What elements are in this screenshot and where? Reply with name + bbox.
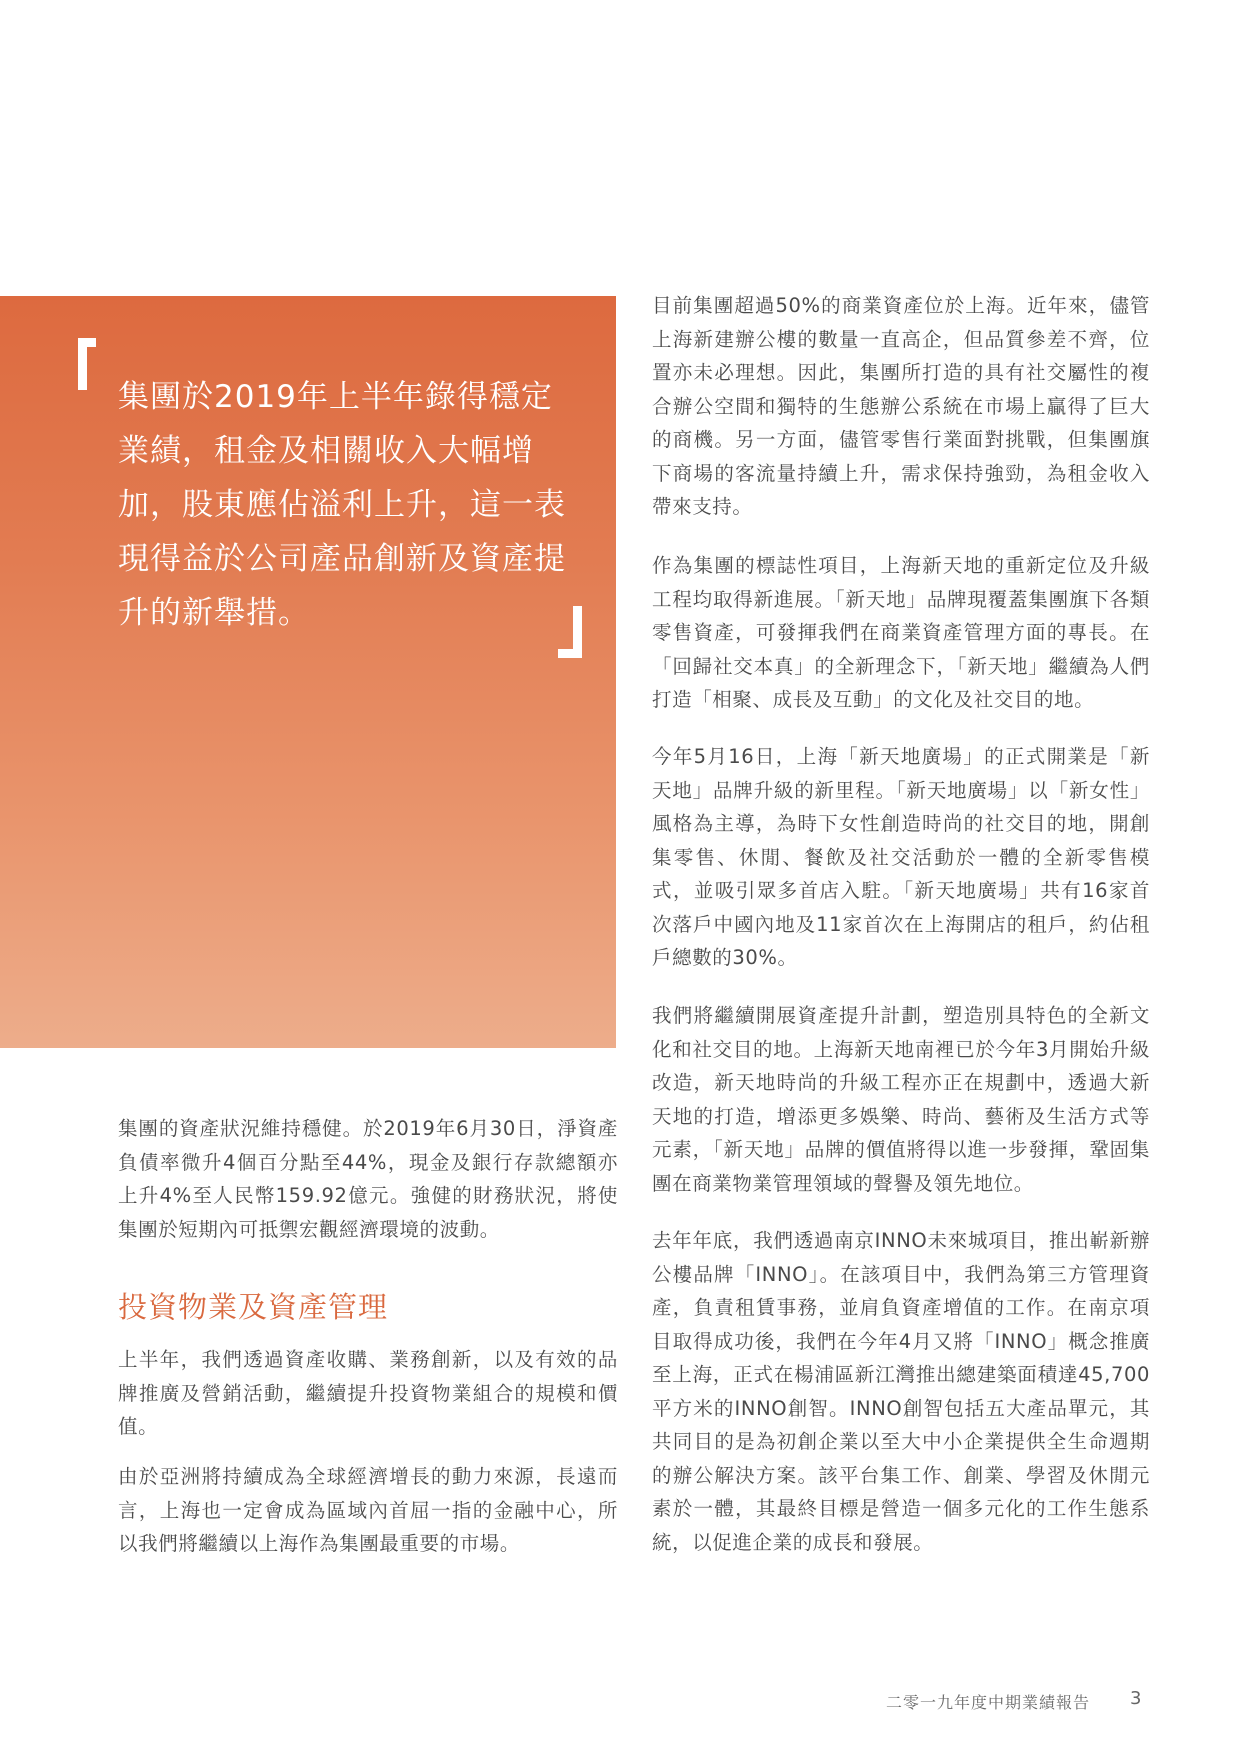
right-paragraph-2: 作為集團的標誌性項目，上海新天地的重新定位及升級工程均取得新進展。「新天地」品牌現覆蓋集團旗下各類零售資產，可發揮我們在商業資產管理方面的專長。在「回歸社交本真」的全新理念下，「新天地」繼續為人們打造「相聚、成長及互動」的文化及社交目的地。 [652,554,1150,711]
section-heading: 投資物業及資產管理 [118,1290,389,1324]
pull-quote-text: 集團於2019年上半年錄得穩定業績，租金及相關收入大幅增加，股東應佔溢利上升，這一表現得益於公司產品創新及資產提升的新舉措。 [118,379,566,631]
investment-paragraph-1: 上半年，我們透過資產收購、業務創新，以及有效的品牌推廣及營銷活動，繼續提升投資物業組合的規模和價值。 [118,1348,618,1438]
investment-paragraph-2: 由於亞洲將持續成為全球經濟增長的動力來源，長遠而言，上海也一定會成為區域內首屈一指的金融中心，所以我們將繼續以上海作為集團最重要的市場。 [118,1465,618,1555]
right-paragraph-4: 我們將繼續開展資產提升計劃，塑造別具特色的全新文化和社交目的地。上海新天地南裡已於今年3月開始升級改造，新天地時尚的升級工程亦正在規劃中，透過大新天地的打造，增添更多娛樂、時尚、藝術及生活方式等元素，「新天地」品牌的價值將得以進一步發揮，鞏固集團在商業物業管理領域的聲譽及領先地位。 [652,1004,1150,1195]
closing-quote-bracket [558,606,582,658]
right-paragraph-5: 去年年底，我們透過南京INNO未來城項目，推出嶄新辦公樓品牌「INNO」。在該項目中，我們為第三方管理資產，負責租賃事務，並肩負資產增值的工作。在南京項目取得成功後，我們在今年4月又將「INNO」概念推廣至上海，正式在楊浦區新江灣推出總建築面積達45,700平方米的INNO創智。INNO創智包括五大產品單元，其共同目的是為初創企業以至大中小企業提供全生命週期的辦公解決方案。該平台集工作、創業、學習及休閒元素於一體，其最終目標是營造一個多元化的工作生態系統，以促進企業的成長和發展。 [652,1229,1150,1554]
page-number: 3 [1130,1688,1142,1709]
opening-quote-bracket [78,338,96,390]
report-title: 二零一九年度中期業績報告 [886,1693,1091,1712]
financial-position-paragraph: 集團的資產狀況維持穩健。於2019年6月30日，淨資產負債率微升4個百分點至44%，現金及銀行存款總額亦上升4%至人民幣159.92億元。強健的財務狀況，將使集團於短期內可抵禦宏觀經濟環境的波動。 [118,1117,618,1241]
right-paragraph-1: 目前集團超過50%的商業資產位於上海。近年來，儘管上海新建辦公樓的數量一直高企，但品質參差不齊，位置亦未必理想。因此，集團所打造的具有社交屬性的複合辦公空間和獨特的生態辦公系統在市場上贏得了巨大的商機。另一方面，儘管零售行業面對挑戰，但集團旗下商場的客流量持續上升，需求保持強勁，為租金收入帶來支持。 [652,294,1150,518]
right-paragraph-3: 今年5月16日，上海「新天地廣場」的正式開業是「新天地」品牌升級的新里程。「新天地廣場」以「新女性」風格為主導，為時下女性創造時尚的社交目的地，開創集零售、休閒、餐飲及社交活動於一體的全新零售模式，並吸引眾多首店入駐。「新天地廣場」共有16家首次落戶中國內地及11家首次在上海開店的租戶，約佔租戶總數的30%。 [652,745,1150,969]
